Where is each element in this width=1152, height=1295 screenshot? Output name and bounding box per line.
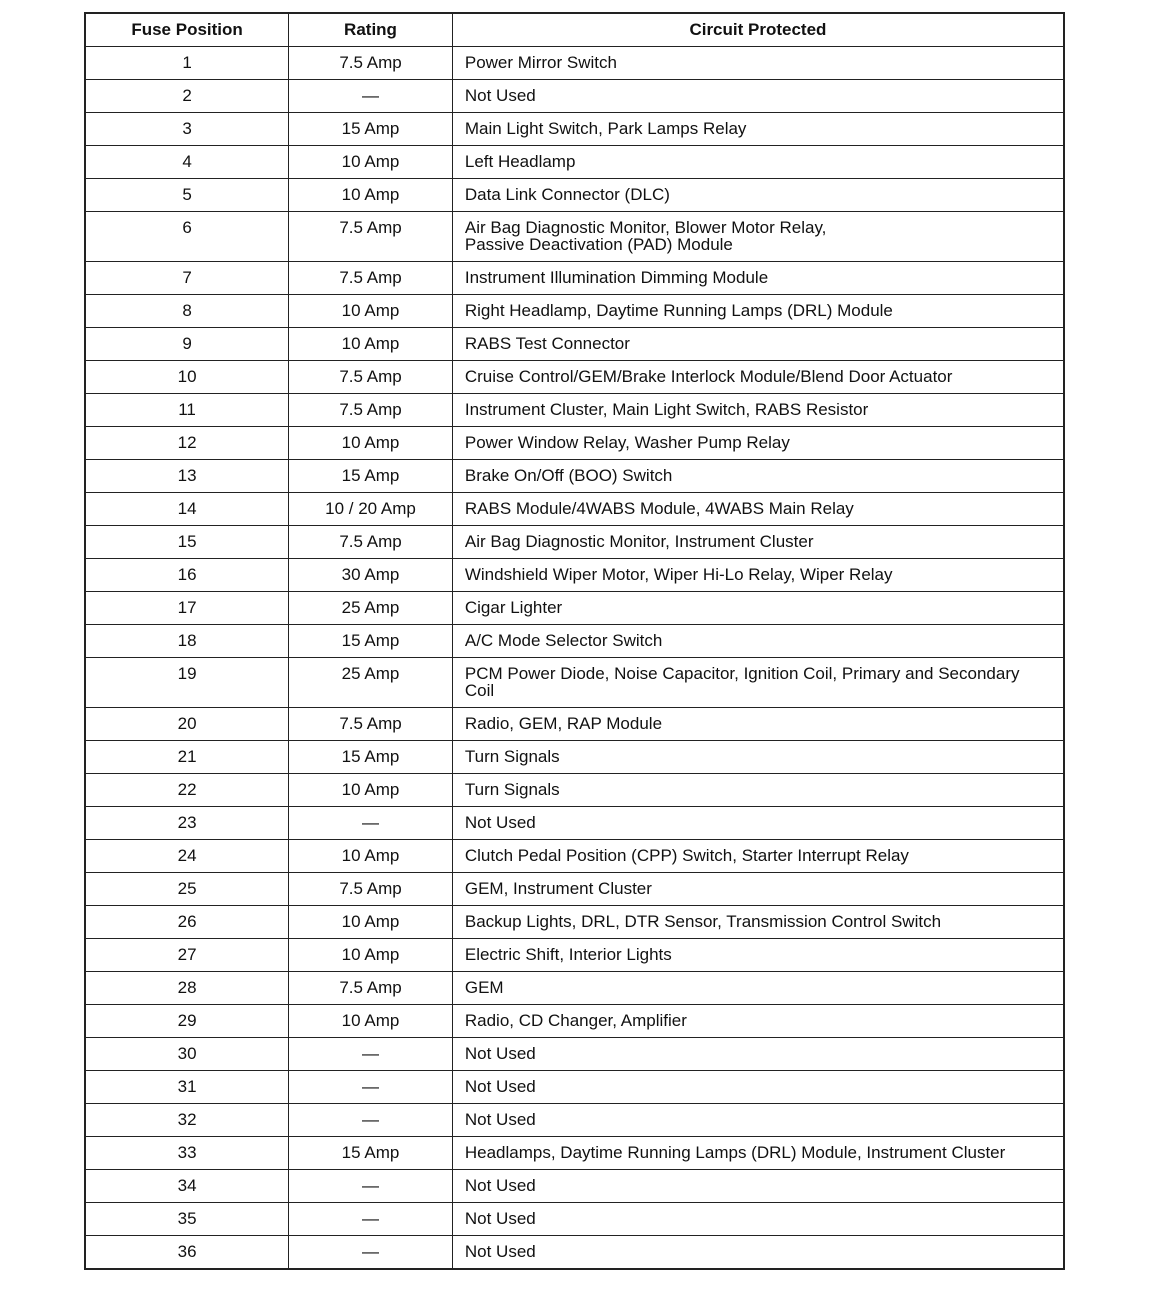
- rating-cell: 25 Amp: [289, 592, 453, 625]
- rating-cell: —: [289, 1236, 453, 1270]
- circuit-cell: Instrument Cluster, Main Light Switch, RABS Resistor: [452, 394, 1064, 427]
- fuse-position-cell: 35: [85, 1203, 289, 1236]
- table-row: [85, 972, 1064, 1005]
- table-row: [85, 906, 1064, 939]
- rating-cell: 10 Amp: [289, 939, 453, 972]
- fuse-position-cell: 1: [85, 47, 289, 80]
- table-row: [85, 460, 1064, 493]
- header-circuit-protected: Circuit Protected: [452, 13, 1064, 47]
- fuse-position-cell: 11: [85, 394, 289, 427]
- circuit-cell: Cruise Control/GEM/Brake Interlock Module/Blend Door Actuator: [452, 361, 1064, 394]
- rating-cell: —: [289, 80, 453, 113]
- circuit-cell: Radio, GEM, RAP Module: [452, 708, 1064, 741]
- table-row: [85, 1236, 1064, 1270]
- rating-cell: 7.5 Amp: [289, 47, 453, 80]
- fuse-position-cell: 32: [85, 1104, 289, 1137]
- circuit-cell: Instrument Illumination Dimming Module: [452, 262, 1064, 295]
- circuit-cell: Not Used: [452, 1203, 1064, 1236]
- fuse-position-cell: 34: [85, 1170, 289, 1203]
- rating-cell: 10 / 20 Amp: [289, 493, 453, 526]
- rating-cell: 25 Amp: [289, 658, 453, 708]
- fuse-position-cell: 13: [85, 460, 289, 493]
- rating-cell: 10 Amp: [289, 179, 453, 212]
- fuse-position-cell: 23: [85, 807, 289, 840]
- fuse-position-cell: 31: [85, 1071, 289, 1104]
- circuit-cell: Air Bag Diagnostic Monitor, Blower Motor Relay, Passive Deactivation (PAD) Module: [452, 212, 1064, 262]
- table-row: [85, 1170, 1064, 1203]
- circuit-cell: Not Used: [452, 807, 1064, 840]
- rating-cell: 15 Amp: [289, 741, 453, 774]
- table-row: [85, 592, 1064, 625]
- table-row: [85, 361, 1064, 394]
- fuse-position-cell: 36: [85, 1236, 289, 1270]
- table-row: [85, 212, 1064, 262]
- table-row: [85, 526, 1064, 559]
- rating-cell: —: [289, 1170, 453, 1203]
- fuse-position-cell: 3: [85, 113, 289, 146]
- table-row: [85, 1071, 1064, 1104]
- fuse-position-cell: 16: [85, 559, 289, 592]
- circuit-cell: Left Headlamp: [452, 146, 1064, 179]
- rating-cell: —: [289, 1038, 453, 1071]
- table-row: [85, 873, 1064, 906]
- table-row: [85, 394, 1064, 427]
- table-row: [85, 262, 1064, 295]
- circuit-cell: Brake On/Off (BOO) Switch: [452, 460, 1064, 493]
- circuit-cell: A/C Mode Selector Switch: [452, 625, 1064, 658]
- table-row: [85, 1203, 1064, 1236]
- rating-cell: 10 Amp: [289, 906, 453, 939]
- rating-cell: 10 Amp: [289, 427, 453, 460]
- circuit-cell: Data Link Connector (DLC): [452, 179, 1064, 212]
- circuit-cell: Main Light Switch, Park Lamps Relay: [452, 113, 1064, 146]
- table-row: [85, 295, 1064, 328]
- circuit-cell: Clutch Pedal Position (CPP) Switch, Starter Interrupt Relay: [452, 840, 1064, 873]
- fuse-position-cell: 20: [85, 708, 289, 741]
- circuit-cell: PCM Power Diode, Noise Capacitor, Ignition Coil, Primary and Secondary Coil: [452, 658, 1064, 708]
- table-row: [85, 146, 1064, 179]
- table-row: [85, 1038, 1064, 1071]
- rating-cell: 7.5 Amp: [289, 212, 453, 262]
- circuit-cell: Radio, CD Changer, Amplifier: [452, 1005, 1064, 1038]
- circuit-cell: GEM, Instrument Cluster: [452, 873, 1064, 906]
- circuit-cell: Turn Signals: [452, 741, 1064, 774]
- fuse-position-cell: 12: [85, 427, 289, 460]
- circuit-cell: Not Used: [452, 1104, 1064, 1137]
- circuit-cell: Cigar Lighter: [452, 592, 1064, 625]
- fuse-position-cell: 21: [85, 741, 289, 774]
- fuse-position-cell: 25: [85, 873, 289, 906]
- rating-cell: 7.5 Amp: [289, 972, 453, 1005]
- circuit-cell: Not Used: [452, 1170, 1064, 1203]
- fuse-position-cell: 26: [85, 906, 289, 939]
- circuit-cell: Power Window Relay, Washer Pump Relay: [452, 427, 1064, 460]
- rating-cell: —: [289, 1203, 453, 1236]
- rating-cell: 10 Amp: [289, 295, 453, 328]
- rating-cell: —: [289, 1071, 453, 1104]
- circuit-cell: Windshield Wiper Motor, Wiper Hi-Lo Relay, Wiper Relay: [452, 559, 1064, 592]
- fuse-position-cell: 19: [85, 658, 289, 708]
- fuse-position-cell: 18: [85, 625, 289, 658]
- table-row: [85, 1104, 1064, 1137]
- circuit-cell: RABS Test Connector: [452, 328, 1064, 361]
- fuse-table: [84, 12, 1065, 1270]
- table-row: [85, 80, 1064, 113]
- rating-cell: 10 Amp: [289, 774, 453, 807]
- header-fuse-position: Fuse Position: [85, 13, 289, 47]
- fuse-position-cell: 2: [85, 80, 289, 113]
- table-row: [85, 559, 1064, 592]
- fuse-position-cell: 33: [85, 1137, 289, 1170]
- fuse-position-cell: 7: [85, 262, 289, 295]
- circuit-cell: Not Used: [452, 1236, 1064, 1270]
- rating-cell: 7.5 Amp: [289, 361, 453, 394]
- fuse-position-cell: 17: [85, 592, 289, 625]
- table-row: [85, 1137, 1064, 1170]
- rating-cell: 15 Amp: [289, 625, 453, 658]
- fuse-position-cell: 10: [85, 361, 289, 394]
- table-row: [85, 774, 1064, 807]
- rating-cell: 15 Amp: [289, 460, 453, 493]
- circuit-cell: Right Headlamp, Daytime Running Lamps (DRL) Module: [452, 295, 1064, 328]
- table-row: [85, 47, 1064, 80]
- table-row: [85, 840, 1064, 873]
- fuse-position-cell: 24: [85, 840, 289, 873]
- table-row: [85, 708, 1064, 741]
- fuse-position-cell: 29: [85, 1005, 289, 1038]
- fuse-position-cell: 15: [85, 526, 289, 559]
- rating-cell: 10 Amp: [289, 1005, 453, 1038]
- table-row: [85, 113, 1064, 146]
- rating-cell: 10 Amp: [289, 840, 453, 873]
- table-row: [85, 427, 1064, 460]
- fuse-position-cell: 22: [85, 774, 289, 807]
- circuit-cell: Electric Shift, Interior Lights: [452, 939, 1064, 972]
- rating-cell: 30 Amp: [289, 559, 453, 592]
- fuse-position-cell: 9: [85, 328, 289, 361]
- header-rating: Rating: [289, 13, 453, 47]
- table-row: [85, 179, 1064, 212]
- fuse-position-cell: 5: [85, 179, 289, 212]
- circuit-cell: Not Used: [452, 1071, 1064, 1104]
- fuse-position-cell: 27: [85, 939, 289, 972]
- rating-cell: 7.5 Amp: [289, 708, 453, 741]
- rating-cell: 7.5 Amp: [289, 873, 453, 906]
- circuit-cell: Backup Lights, DRL, DTR Sensor, Transmission Control Switch: [452, 906, 1064, 939]
- circuit-cell: Power Mirror Switch: [452, 47, 1064, 80]
- table-row: [85, 807, 1064, 840]
- rating-cell: 10 Amp: [289, 146, 453, 179]
- circuit-cell: Not Used: [452, 80, 1064, 113]
- table-row: [85, 939, 1064, 972]
- fuse-position-cell: 6: [85, 212, 289, 262]
- table-row: [85, 328, 1064, 361]
- table-row: [85, 493, 1064, 526]
- table-row: [85, 1005, 1064, 1038]
- table-row: [85, 625, 1064, 658]
- circuit-cell: Turn Signals: [452, 774, 1064, 807]
- rating-cell: 15 Amp: [289, 113, 453, 146]
- circuit-cell: Air Bag Diagnostic Monitor, Instrument Cluster: [452, 526, 1064, 559]
- circuit-cell: GEM: [452, 972, 1064, 1005]
- table-row: [85, 658, 1064, 708]
- rating-cell: —: [289, 1104, 453, 1137]
- table-row: [85, 741, 1064, 774]
- rating-cell: 15 Amp: [289, 1137, 453, 1170]
- circuit-cell: RABS Module/4WABS Module, 4WABS Main Relay: [452, 493, 1064, 526]
- circuit-cell: Headlamps, Daytime Running Lamps (DRL) Module, Instrument Cluster: [452, 1137, 1064, 1170]
- circuit-cell: Not Used: [452, 1038, 1064, 1071]
- header-row: [85, 13, 1064, 47]
- rating-cell: 7.5 Amp: [289, 394, 453, 427]
- rating-cell: 7.5 Amp: [289, 262, 453, 295]
- fuse-position-cell: 14: [85, 493, 289, 526]
- fuse-position-cell: 8: [85, 295, 289, 328]
- rating-cell: 10 Amp: [289, 328, 453, 361]
- fuse-position-cell: 30: [85, 1038, 289, 1071]
- rating-cell: 7.5 Amp: [289, 526, 453, 559]
- fuse-position-cell: 28: [85, 972, 289, 1005]
- fuse-position-cell: 4: [85, 146, 289, 179]
- rating-cell: —: [289, 807, 453, 840]
